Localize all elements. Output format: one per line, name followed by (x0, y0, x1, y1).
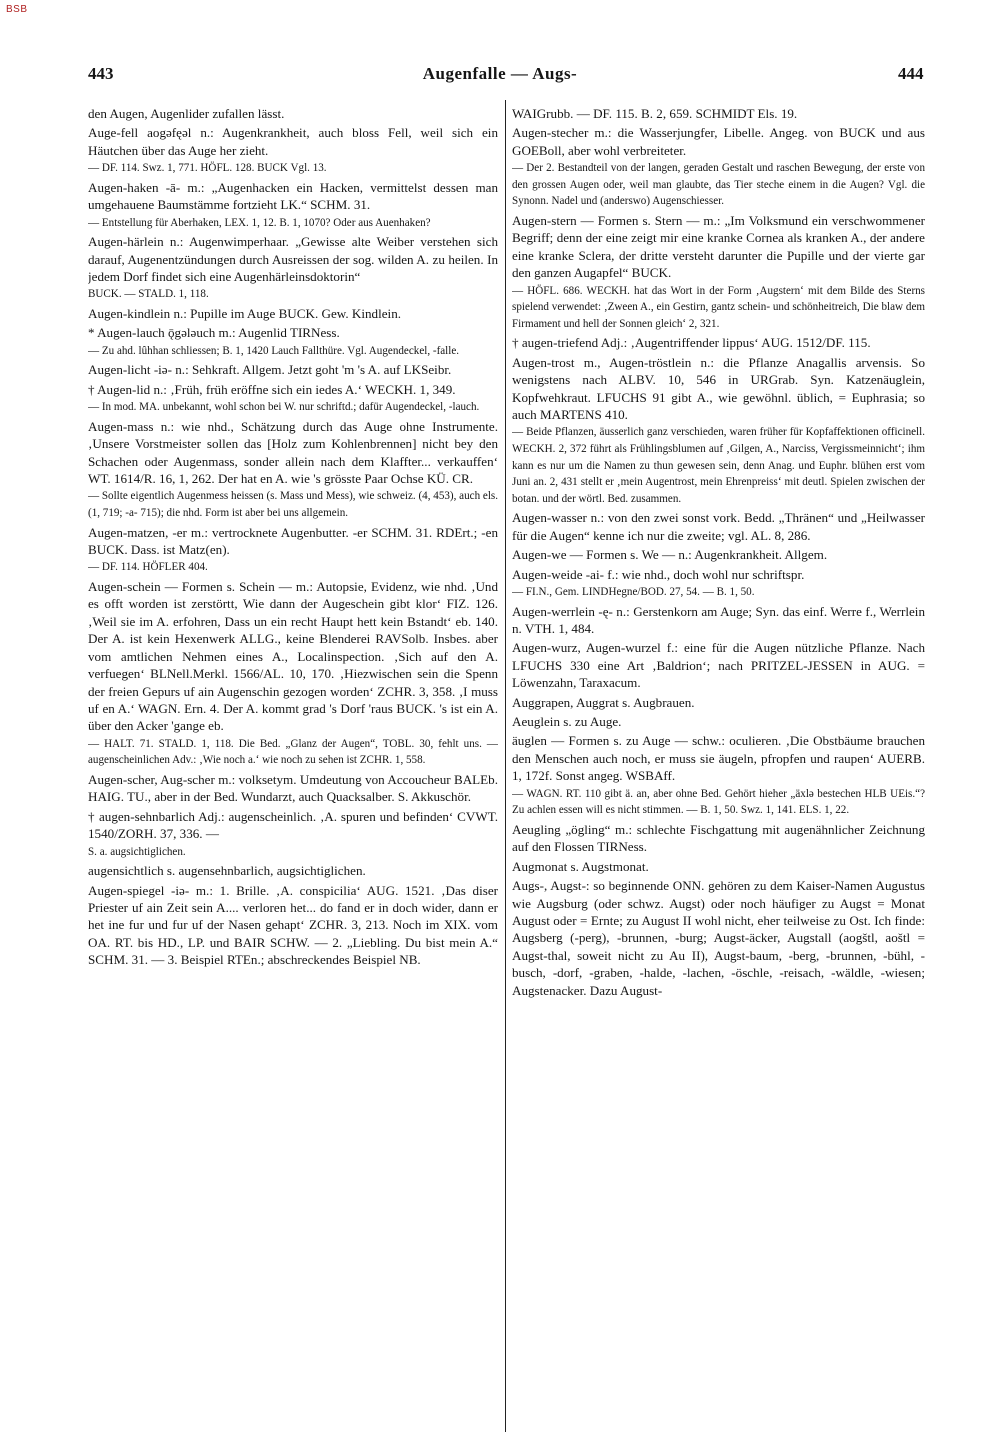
dictionary-entry: Aeuglein s. zu Auge. (512, 714, 622, 730)
dictionary-entry: † augen-triefend Adj.: ‚Augentriffender lippus‘ AUG. 1512/DF. 115. (512, 335, 871, 351)
dictionary-entry: Augen-we — Formen s. We — n.: Augenkrankheit. Allgem. (512, 547, 828, 563)
page-number-right: 444 (898, 64, 924, 83)
dictionary-entry: * Augen-lauch ǭgǝlǝuch m.: Augenlid TIRNess. (88, 325, 340, 341)
right-column (512, 103, 925, 1430)
dictionary-entry: Augen-matzen, -er m.: vertrocknete Augenbutter. -er SCHM. 31. RDErt.; -en BUCK. Dass. ist Matz(en). (88, 524, 498, 558)
dictionary-entry: † augen-sehnbarlich Adj.: augenscheinlich. ‚A. spuren und befinden‘ CVWT. 1540/ZORH. 37, 336. — (88, 808, 498, 842)
dictionary-entry: Auge-fell aogǝfęǝl n.: Augenkrankheit, auch bloss Fell, weil sich ein Häutchen über das Auge her zieht. (88, 125, 498, 158)
dictionary-entry: Augen-scher, Aug-scher m.: volksetym. Umdeutung von Accoucheur BALEb. HAIG. TU., aber in der Bed. Wundarzt, auch Quacksalber. S. Akkuschör. (88, 771, 498, 805)
dictionary-entry: Augen-härlein n.: Augenwimperhaar. „Gewisse alte Weiber verstehen sich darauf, Augenentzündungen durch Ausreissen der sog. wilden A. zu heilen. In jedem Dorf findet sich eine Augenhärleinsdoktorin“ (88, 234, 498, 285)
dictionary-entry: Augen-stern — Formen s. Stern — m.: „Im Volksmund ein verschwommener Begriff; denn der eine zeigt mir eine kranke Cornea als kranken A., der andere eine kranke Sclera, der dritte versteht darunter die Pupille und der vierte gar den ganzen Augapfel“ BUCK. (512, 213, 925, 281)
dictionary-entry: augensichtlich s. augensehnbarlich, augsichtiglichen. (88, 863, 366, 879)
page-number-left: 443 (88, 64, 114, 83)
dictionary-entry: Augen-wurz, Augen-wurzel f.: eine für die Augen nützliche Pflanze. Nach LFUCHS 330 eine Art ‚Baldrion‘; nach PRITZEL-JESSEN in AUG. = Löwenzahn, Taraxacum. (512, 640, 925, 691)
dictionary-entry: Augen-stecher m.: die Wasserjungfer, Libelle. Angeg. von BUCK und aus GOEBoll, aber wohl verbreiteter. (512, 125, 925, 158)
dictionary-entry: Augen-mass n.: wie nhd., Schätzung durch das Auge ohne Instrumente. ‚Unsere Vorstmeister sollen das [Holz zum Kohlenbrennen] nicht bey den Schachen oder Augenmass, sonder allein nach dem Klaffter... verkauffen‘ WT. 1614/R. 16, 1, 262. Der hat en A. wie 's grösste Paar Ochse KÜ. CR. (88, 418, 498, 487)
library-stamp: BSB (6, 4, 28, 15)
dictionary-entry: — Beide Pflanzen, äusserlich ganz verschieden, waren früher für Kopfaffektionen officinell. WECKH. 2, 372 führt als Frühlingsblumen auf ‚Gilgen, A., Narciss, Vergissmeinnicht‘; ihm kann es nur um die Namen zu thun gewesen sein, denn Anag. und Euphr. blühen erst vom Juni an. 2, 431 stellt er ‚mein Augentrost, mein Ehrenpreiss‘ mit deutl. Spielen zwischen der botan. und der wörtl. Bed. zusammen. (512, 426, 925, 505)
dictionary-entry: † Augen-lid n.: ‚Früh, früh eröffne sich ein iedes A.‘ WECKH. 1, 349. (88, 381, 456, 397)
dictionary-entry: Augen-wasser n.: von den zwei sonst vork. Bedd. „Thränen“ und „Heilwasser für die Augen“ kenne ich nur die zweite; vgl. AL. 8, 286. (512, 510, 925, 543)
dictionary-entry: Augen-schein — Formen s. Schein — m.: Autopsie, Evidenz, wie nhd. ‚Und es offt worden ist zerstörtt, Wie dann der Augeschein gibt klor‘ FIZ. 126. ‚Weil sie im A. erfohren, Dass un ein recht Haupt hett kein Bstandt‘ eb. 140. Der A. ist kein Hexenwerk ALLG., keine Blenderei RAVSolb. Insbes. aber vom amtlichen Nehmen eines A., Localinspection. ‚Sich auf den A. verfuegen‘ BLNell.Merkl. 1566/AL. 10, 170. ‚Hiezwischen sein die Spenn der freien Gepurs uf ain Augenschin gezogen worden‘ ZCHR. 3, 358. ‚I muss uf en A.‘ WAGN. Ern. 4. Der A. kommt grad 's Dorf 'raus BUCK. 's ist ein A. über den Acker 'gange eb. (88, 579, 498, 734)
dictionary-entry: — In mod. MA. unbekannt, wohl schon bei W. nur schriftd.; dafür Augendeckel, -lauch. (88, 401, 480, 414)
dictionary-entry: — DF. 114. HÖFLER 404. (88, 561, 208, 574)
dictionary-entry: — Sollte eigentlich Augenmess heissen (s. Mass und Mess), wie schweiz. (4, 453), auch els. (1, 719; -a- 715); die nhd. Form ist aber bei uns allgemein. (88, 490, 498, 520)
dictionary-entry: — HÖFL. 686. WECKH. hat das Wort in der Form ‚Augstern‘ mit dem Bilde des Sterns spielend verwendet: ‚Zween A., ein Gestirn, gantz schein- und schönheitreich, Die blaw dem Firmament und hell der Sonnen gleich‘ 2, 321. (512, 284, 925, 330)
dictionary-entry: — Der 2. Bestandteil von der langen, geraden Gestalt und raschen Bewegung, der erste von den grossen Augen oder, weil man glaubte, das Tier steche einem in die Augen? Vgl. die Synonn. Nadel und (anderswo) Augenschiesser. (512, 162, 925, 208)
column-divider (505, 100, 506, 1432)
dictionary-entry: Augen-weide -ai- f.: wie nhd., doch wohl nur schriftspr. (512, 566, 805, 582)
dictionary-entry: Augen-trost m., Augen-tröstlein n.: die Pflanze Anagallis arvensis. So wenigstens nach ALBV. 10, 546 in URGrab. Syn. Katzenäuglein, Kopfwehkraut. LFUCHS 91 gibt A., wie gewöhnl. üblich, = Euphrasia; so auch MARTENS 410. (512, 354, 925, 423)
dictionary-entry: — HALT. 71. STALD. 1, 118. Die Bed. „Glanz der Augen“, TOBL. 30, fehlt uns. — augenscheinlichen Adv.: ‚Wie noch a.‘ wie noch zu sehen ist ZCHR. 1, 558. (88, 737, 498, 767)
dictionary-entry: Augen-licht -iǝ- n.: Sehkraft. Allgem. Jetzt goht 'm 's A. auf LKSeibr. (88, 362, 452, 378)
dictionary-entry: — WAGN. RT. 110 gibt ä. an, aber ohne Bed. Gehört hieher „äxlǝ bestechen HLB UEis.“? Zu achlen essen will es nicht stimmen. — B. 1, 50. Swz. 1, 141. ELS. 1, 22. (512, 787, 925, 817)
dictionary-entry: Auggrapen, Auggrat s. Augbrauen. (512, 694, 695, 710)
dictionary-entry: — Entstellung für Aberhaken, LEX. 1, 12. B. 1, 1070? Oder aus Auenhaken? (88, 216, 431, 229)
dictionary-entry: Aeugling „ögling“ m.: schlechte Fischgattung mit augenähnlicher Zeichnung auf den Flossen TIRNess. (512, 821, 925, 855)
dictionary-entry: — DF. 114. Swz. 1, 771. HÖFL. 128. BUCK Vgl. 13. (88, 162, 327, 175)
dictionary-entry: S. a. augsichtiglichen. (88, 845, 186, 858)
dictionary-entry: Augen-werrlein -ę- n.: Gerstenkorn am Auge; Syn. das einf. Werre f., Werrlein n. VTH. 1, 484. (512, 603, 925, 637)
left-column (88, 103, 498, 1430)
dictionary-entry: Augen-kindlein n.: Pupille im Auge BUCK. Gew. Kindlein. (88, 306, 402, 322)
running-title: Augenfalle — Augs- (422, 64, 578, 83)
dictionary-entry: den Augen, Augenlider zufallen lässt. (88, 106, 285, 121)
dictionary-entry: — FI.N., Gem. LINDHegne/BOD. 27, 54. — B. 1, 50. (512, 586, 755, 599)
dictionary-entry: WAIGrubb. — DF. 115. B. 2, 659. SCHMIDT Els. 19. (512, 106, 798, 121)
dictionary-entry: Augmonat s. Augstmonat. (512, 858, 649, 874)
dictionary-entry: Augen-spiegel -iǝ- m.: 1. Brille. ‚A. conspicilia‘ AUG. 1521. ‚Das diser Priester uf ain Zeit sein A.... verloren het... do fand er in doch wider, dann er het ine fur und fur uf der Nasen gehapt‘ ZCHR. 3, 213. Noch im XIX. vom OA. RT. bis HD., LP. und BAIR SCHW. — 2. „Liebling. Du bist mein A.“ SCHM. 31. — 3. Beispiel RTEn.; abschreckendes Beispiel NB. (88, 882, 498, 968)
dictionary-entry: äuglen — Formen s. zu Auge — schw.: oculieren. ‚Die Obstbäume brauchen den Menschen auch noch, er muss sie äugeln, pfropfen und raupen‘ AUERB. 1, 172f. Sonst angeg. WSBAff. (512, 733, 925, 784)
dictionary-entry: — Zu ahd. lûhhan schliessen; B. 1, 1420 Lauch Fallthüre. Vgl. Augendeckel, -falle. (88, 344, 460, 357)
dictionary-entry: Augs-, Augst-: so beginnende ONN. gehören zu dem Kaiser-Namen Augustus wie Augsburg (oder schwz. Augst) oder noch häufiger zu Augst = Monat August oder = Ernte; zu August II wohl nicht, eher teilweise zu Ost. Ich finde: Augsberg (-perg), -brunnen, -burg; Augst-äcker, Augstall (aogštl, aoštl = Augst-thal, soweit nicht zu Au II), Augst-baum, -berg, -brunnen, -bühl, -busch, -dorf, -graben, -halde, -lachen, -öschle, -reisach, -wäldle, -wiesen; Augstenacker. Dazu August- (512, 878, 925, 998)
dictionary-entry: BUCK. — STALD. 1, 118. (88, 288, 209, 301)
dictionary-entry: Augen-haken -ā- m.: „Augenhacken ein Hacken, vermittelst dessen man umgehauene Baumstämme fortzieht LK.“ SCHM. 31. (88, 179, 498, 213)
